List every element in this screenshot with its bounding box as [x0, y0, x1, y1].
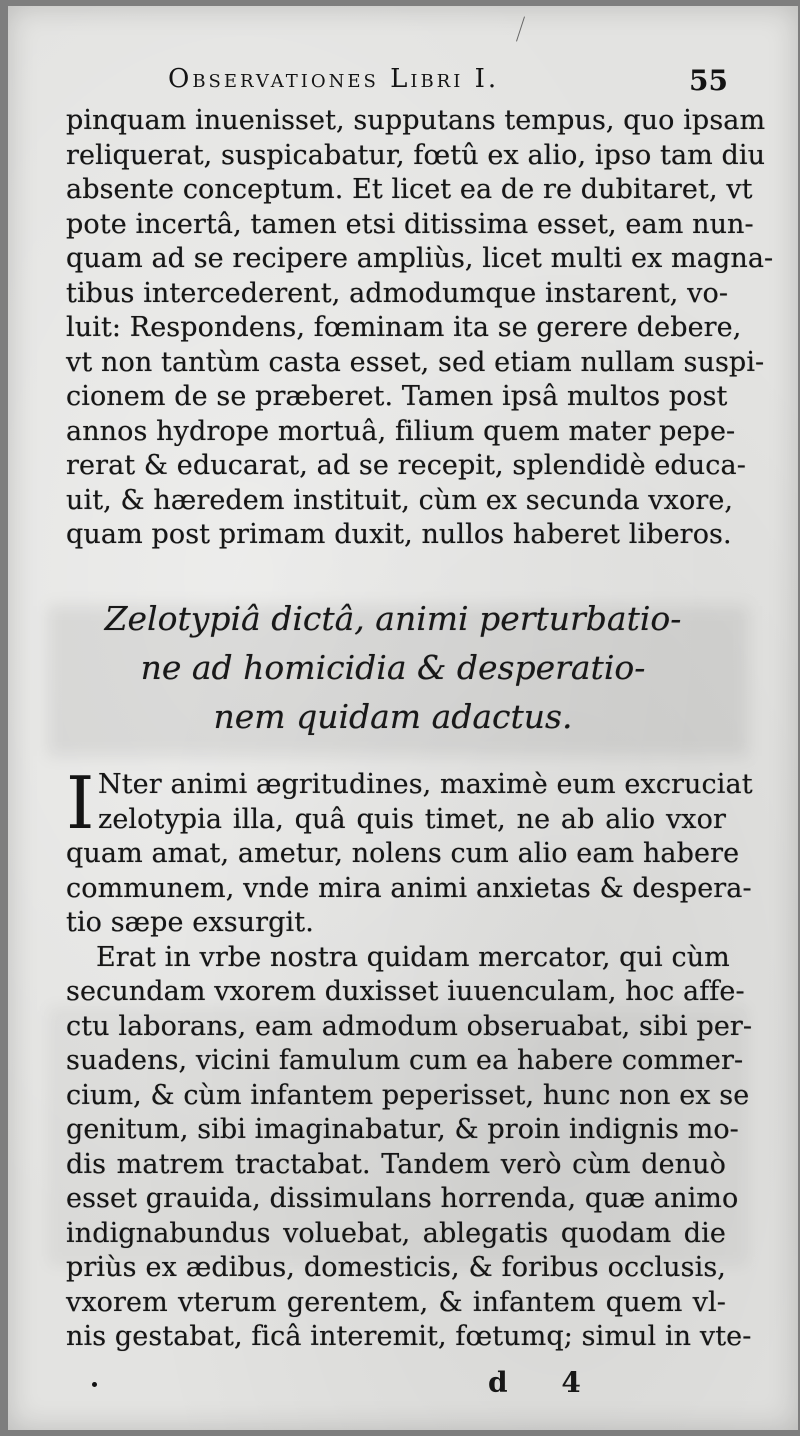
paragraph-intro: [66, 761, 753, 1355]
text-line: reliquerat, suspicabatur, fœtû ex alio, ipso tam diu: [66, 139, 766, 171]
text-line: rerat & educarat, ad se recepit, splendidè educa-: [66, 450, 746, 481]
text-line: ctu laborans, eam admodum obseruabat, sibi per-: [66, 1010, 753, 1042]
text-line: zelotypia illa, quâ quis timet, ne ab alio vxor: [98, 803, 726, 835]
pencil-mark: [516, 16, 525, 41]
text-line: annos hydrope mortuâ, filium quem mater pepe-: [66, 415, 736, 447]
text-line: cionem de se præberet. Tamen ipsâ multos post: [66, 381, 728, 412]
drop-cap: I: [66, 761, 95, 845]
text-line: dis matrem tractabat. Tandem verò cùm denuò: [66, 1148, 726, 1180]
text-line: luit: Respondens, fœminam ita se gerere debere,: [66, 312, 742, 343]
text-line: priùs ex ædibus, domesticis, & foribus occlusis,: [66, 1252, 726, 1283]
text-line: vt non tantùm casta esset, sed etiam nullam suspi-: [66, 346, 765, 378]
text-line: tibus intercederent, admodumque instarent, vo-: [66, 277, 729, 309]
text-line: Nter animi ægritudines, maximè eum excruciat: [98, 769, 753, 800]
text-line: communem, vnde mira animi anxietas & despera-: [66, 872, 752, 904]
ink-speck: [92, 1382, 97, 1387]
text-line: nis gestabat, ficâ interemit, fœtumq; simul in vte-: [66, 1321, 752, 1352]
text-line: indignabundus voluebat, ablegatis quodam die: [66, 1217, 726, 1249]
text-line: absente conceptum. Et licet ea de re dubitaret, vt: [66, 174, 753, 205]
text-line: quam post primam duxit, nullos haberet liberos.: [66, 519, 732, 550]
running-head: Observationes Libri I.: [168, 64, 500, 94]
heading-line: ne ad homicidia & desperatio-: [140, 648, 646, 687]
signature-mark: d 4: [488, 1366, 603, 1399]
text-line: secundam vxorem duxisset iuuenculam, hoc affe-: [66, 976, 745, 1007]
section-heading: [68, 594, 718, 741]
text-line: genitum, sibi imaginabatur, & proin indignis mo-: [66, 1114, 739, 1145]
page-number: 55: [689, 64, 728, 97]
text-line: tio sæpe exsurgit.: [66, 907, 314, 938]
text-line: esset grauida, dissimulans horrenda, quæ animo: [66, 1183, 739, 1214]
paragraph-continuation: [66, 104, 774, 553]
text-line: quam amat, ametur, nolens cum alio eam habere: [66, 838, 740, 869]
text-line: pinquam inuenisset, supputans tempus, quo ipsam: [66, 105, 766, 136]
text-line: suadens, vicini famulum cum ea habere commer-: [66, 1045, 744, 1076]
heading-line: Zelotypiâ dictâ, animi perturbatio-: [104, 599, 682, 638]
book-page: [8, 6, 798, 1430]
text-line: uit, & hæredem instituit, cùm ex secunda vxore,: [66, 484, 734, 516]
text-line: pote incertâ, tamen etsi ditissima esset, eam nun-: [66, 208, 754, 240]
text-line: quam ad se recipere ampliùs, licet multi ex magna-: [66, 243, 774, 274]
page-header: [168, 64, 728, 104]
text-line: Erat in vrbe nostra quidam mercator, qui cùm: [96, 941, 730, 973]
heading-line: nem quidam adactus.: [213, 697, 573, 736]
text-line: vxorem vterum gerentem, & infantem quem vl-: [66, 1286, 726, 1318]
text-line: cium, & cùm infantem peperisset, hunc non ex se: [66, 1079, 750, 1111]
